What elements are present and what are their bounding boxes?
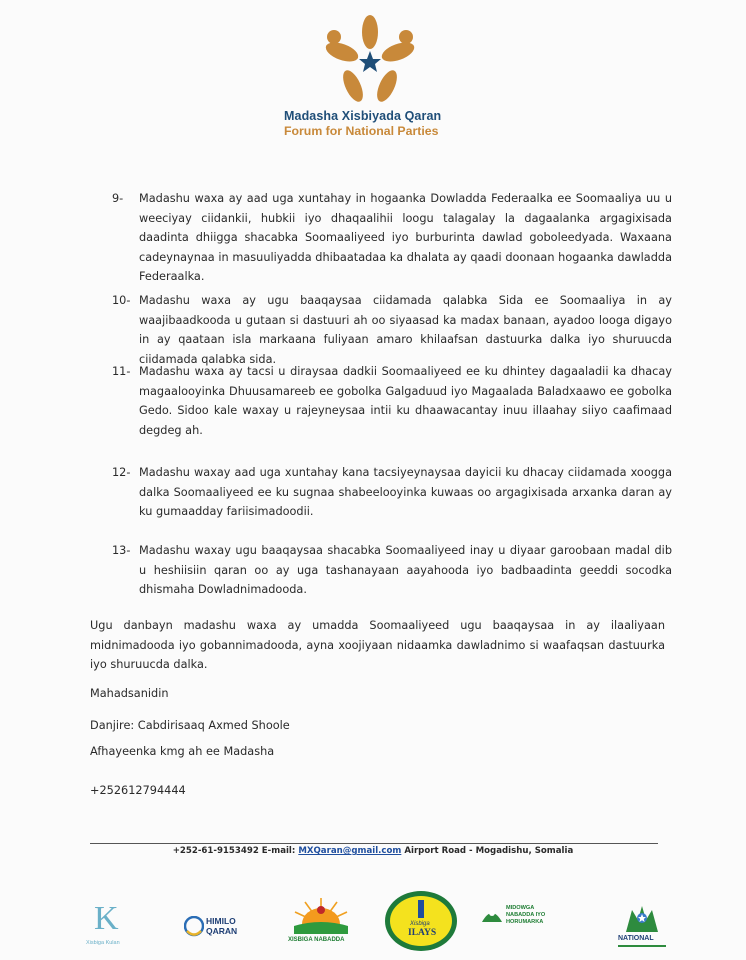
list-item [112, 541, 672, 600]
kulmiye-logo [86, 900, 130, 950]
item-number: 11- [112, 365, 131, 378]
list-item [112, 189, 672, 287]
thanks-line: Mahadsanidin [90, 687, 169, 700]
footer-contact [0, 846, 746, 856]
phone-line: +252612794444 [90, 784, 186, 797]
item-text: Madashu waxay aad uga xuntahay kana tacsiyeynaysaa dayicii ku dhacay ciidamada xoogga dalka Soomaaliyeed ee ku sugnaa shabeelooyinka kuwaas oo argagixisada arxanka daran ay ku gumaadday fariisimadoodii. [139, 466, 672, 519]
item-text: Madashu waxa ay aad uga xuntahay in hogaanka Dowladda Federaalka ee Soomaaliya uu u weeciyay ciidankii, hubkii iyo dhaqaalihii loogu talagalay la dagaalanka argagixisada daadinta dhiigga shacabka Soomaaliyeed iyo burburinta dawlad goboleedyada. Waxaana cadeynaynaa in masuuliyadda dhibaatadaa ka dhalata ay qaadi doonaan hogaanka dawladda Federaalka. [139, 192, 672, 284]
org-subtitle: Forum for National Parties [284, 124, 439, 138]
himilo-emblem-icon [184, 916, 204, 938]
item-text: Madashu waxa ay tacsi u diraysaa dadkii Soomaaliyeed ee ku dhintey dagaaladii ka dhacay magaalooyinka Dhuusamareeb ee gobolka Galgaduud iyo Magaalada Baladxaawo ee gobolka Gedo. Sidoo kale waxay u rajeyneysaa intii ku dhaawacantay inuu illaahay siiyo caafimaad degdeg ah. [139, 365, 672, 437]
org-name: Madasha Xisbiyada Qaran [284, 109, 442, 123]
himilo-line2: QARAN [206, 926, 238, 936]
national-emblem-icon [622, 902, 662, 934]
list-item [112, 463, 672, 522]
letterhead [0, 0, 746, 150]
role-line: Afhayeenka kmg ah ee Madasha [90, 745, 275, 758]
sender-line: Danjire: Cabdirisaaq Axmed Shoole [90, 719, 290, 732]
item-number: 9- [112, 192, 124, 205]
item-text: Madashu waxay ugu baaqaysaa shacabka Soomaaliyeed inay u diyaar garoobaan madal dib u heshiisiin qaran oo ay uga tashanayaan aayahooda iyo badbaadinta geeddi socodka dhismaha Dowladnimadooda. [139, 544, 672, 597]
footer-divider [90, 843, 658, 844]
list-item [112, 362, 672, 440]
item-number: 10- [112, 294, 131, 307]
national-underline [618, 945, 666, 947]
sunrise-icon [290, 894, 352, 936]
list-item [112, 291, 672, 369]
midowga-logo [480, 904, 570, 946]
kulmiye-letter: K [94, 900, 119, 937]
nabadda-logo [284, 894, 358, 948]
email-link[interactable]: MXQaran@gmail.com [298, 846, 402, 856]
item-text: Madashu waxa ay ugu baaqaysaa ciidamada qalabka Sida ee Soomaaliya in ay waajibaadkooda u gutaan si dastuuri ah oo siyaasad ka madax banaan, ayadoo looga digayo in ay qaataan isla markaana fuliyaan amaro khilaafsan dastuurka dalka iyo shuruucda ciidamada qalabka sida. [139, 294, 672, 366]
himilo-logo [180, 908, 246, 948]
footer-phone: +252-61-9153492 E-mail: [172, 846, 299, 856]
midowga-emblem-icon [480, 904, 504, 928]
closing-paragraph: Ugu danbayn madashu waxa ay umadda Soomaaliyeed ugu baaqaysaa in ay ilaaliyaan midnimadooda iyo gobannimadooda, ayna xoojiyaan nidaamka dawladnimo si waafaqsan dastuurka iyo shuruucda dalka. [90, 619, 665, 672]
blue-star-icon [359, 51, 381, 72]
kulmiye-caption: Xisbiga Kulan [86, 940, 120, 946]
ilays-line1: Xisbiga [410, 921, 430, 927]
midowga-line3: HORUMARKA [506, 919, 544, 925]
ilays-logo [384, 890, 458, 952]
footer-address: Airport Road - Mogadishu, Somalia [401, 846, 574, 856]
national-caption: NATIONAL [618, 935, 654, 942]
item-number: 13- [112, 544, 131, 557]
party-logos [0, 880, 746, 960]
nabadda-caption: XISBIGA NABADDA [288, 937, 345, 943]
item-number: 12- [112, 466, 131, 479]
midowga-line2: NABADDA IYO [506, 912, 546, 918]
himilo-line1: HIMILO [206, 916, 236, 926]
midowga-line1: MIDOWGA [506, 905, 535, 911]
ilays-line2: ILAYS [408, 928, 437, 938]
national-logo [614, 902, 670, 954]
forum-logo-icon [320, 14, 420, 110]
